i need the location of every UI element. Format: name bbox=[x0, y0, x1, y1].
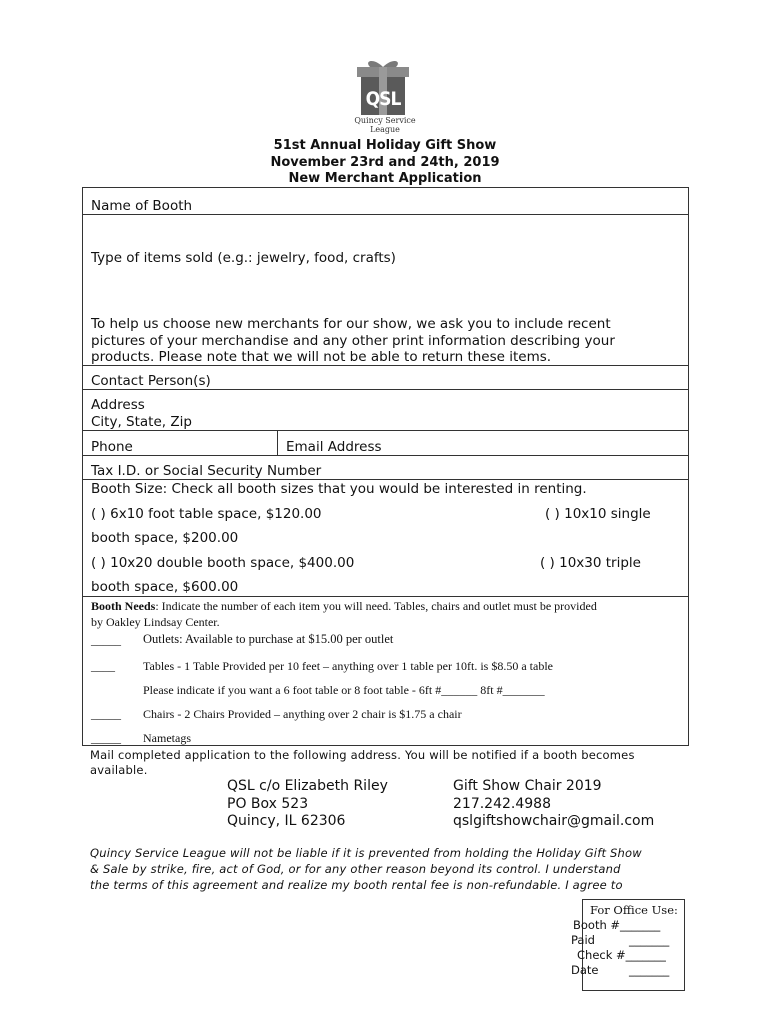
chair-contact-block bbox=[453, 778, 654, 831]
contact-line: Gift Show Chair 2019 bbox=[453, 778, 602, 794]
office-date[interactable]: Date bbox=[571, 963, 599, 977]
title-line-1: 51st Annual Holiday Gift Show bbox=[273, 138, 497, 153]
mail-text: Mail completed application to the following address. You will be notified if a booth becomes bbox=[90, 748, 635, 762]
office-paid-blank[interactable]: _______ bbox=[629, 933, 670, 947]
divider bbox=[277, 430, 278, 455]
disclaimer-line: Quincy Service League will not be liable if it is prevented from holding the Holiday Gift Show bbox=[90, 846, 642, 860]
tables-label: Tables - 1 Table Provided per 10 feet – anything over 1 table per 10ft. is $8.50 a table bbox=[143, 659, 553, 673]
office-use-title: For Office Use: bbox=[590, 903, 678, 917]
divider bbox=[83, 596, 688, 597]
disclaimer-line: the terms of this agreement and realize my booth rental fee is non-refundable. I agree to bbox=[90, 878, 623, 892]
mail-instructions bbox=[90, 748, 690, 778]
application-form bbox=[82, 187, 689, 746]
disclaimer-line: & Sale by strike, fire, act of God, or for any other reason beyond its control. I understand bbox=[90, 862, 621, 876]
city-state-zip-field[interactable]: City, State, Zip bbox=[91, 414, 192, 430]
svg-text:QSL: QSL bbox=[365, 88, 401, 110]
address-line: Quincy, IL 62306 bbox=[227, 813, 346, 829]
address-block bbox=[227, 778, 388, 831]
chairs-blank[interactable]: _____ bbox=[91, 707, 121, 721]
pictures-note: To help us choose new merchants for our show, we ask you to include recent bbox=[91, 316, 611, 332]
contact-email[interactable]: qslgiftshowchair@gmail.com bbox=[453, 813, 655, 829]
booth-option-10x30[interactable]: ( ) 10x30 triple bbox=[540, 555, 641, 571]
booth-option-10x20[interactable]: ( ) 10x20 double booth space, $400.00 bbox=[91, 555, 355, 571]
pictures-note: products. Please note that we will not be able to return these items. bbox=[91, 349, 552, 365]
office-paid[interactable]: Paid bbox=[571, 933, 595, 947]
items-sold-field[interactable]: Type of items sold (e.g.: jewelry, food, crafts) bbox=[91, 250, 396, 266]
email-field[interactable]: Email Address bbox=[286, 439, 382, 455]
chairs-label: Chairs - 2 Chairs Provided – anything over 2 chair is $1.75 a chair bbox=[143, 707, 462, 721]
logo-caption: Quincy Service League bbox=[354, 116, 416, 134]
outlets-label: Outlets: Available to purchase at $15.00 per outlet bbox=[143, 632, 394, 646]
liability-disclaimer bbox=[90, 845, 690, 893]
booth-needs-text: Booth Needs: Indicate the number of each item you will need. Tables, chairs and outlet must be provided bbox=[91, 599, 597, 613]
tables-blank[interactable]: ____ bbox=[91, 659, 115, 673]
office-check[interactable]: Check #_______ bbox=[577, 948, 666, 962]
contact-line: 217.242.4988 bbox=[453, 795, 551, 812]
office-use-box bbox=[571, 899, 685, 991]
address-line: QSL c/o Elizabeth Riley bbox=[227, 778, 388, 794]
booth-option-10x30-price: booth space, $600.00 bbox=[91, 579, 239, 595]
mail-text: available. bbox=[90, 763, 148, 777]
booth-size-intro: Booth Size: Check all booth sizes that you would be interested in renting. bbox=[91, 481, 587, 497]
nametags-label: Nametags bbox=[143, 731, 191, 745]
pictures-note: pictures of your merchandise and any other print information describing your bbox=[91, 332, 615, 349]
nametags-blank[interactable]: _____ bbox=[91, 731, 121, 745]
title-line-3: New Merchant Application bbox=[288, 171, 482, 186]
tax-id-field[interactable]: Tax I.D. or Social Security Number bbox=[91, 463, 322, 479]
contact-field[interactable]: Contact Person(s) bbox=[91, 373, 211, 389]
booth-needs-text: by Oakley Lindsay Center. bbox=[91, 615, 220, 629]
title-line-2: November 23rd and 24th, 2019 bbox=[270, 154, 500, 170]
address-line: PO Box 523 bbox=[227, 795, 309, 812]
office-date-blank[interactable]: _______ bbox=[629, 963, 670, 977]
outlets-blank[interactable]: _____ bbox=[91, 633, 121, 647]
table-size-request[interactable]: Please indicate if you want a 6 foot table or 8 foot table - 6ft #______ 8ft #_______ bbox=[143, 683, 545, 697]
phone-field[interactable]: Phone bbox=[91, 439, 133, 455]
address-field[interactable]: Address bbox=[91, 397, 145, 413]
booth-option-10x10-price: booth space, $200.00 bbox=[91, 530, 239, 546]
divider bbox=[83, 455, 688, 456]
office-booth[interactable]: Booth #_______ bbox=[573, 918, 661, 932]
booth-option-6x10[interactable]: ( ) 6x10 foot table space, $120.00 bbox=[91, 506, 322, 522]
booth-option-10x10[interactable]: ( ) 10x10 single bbox=[545, 506, 651, 522]
booth-name-field[interactable]: Name of Booth bbox=[91, 198, 193, 214]
